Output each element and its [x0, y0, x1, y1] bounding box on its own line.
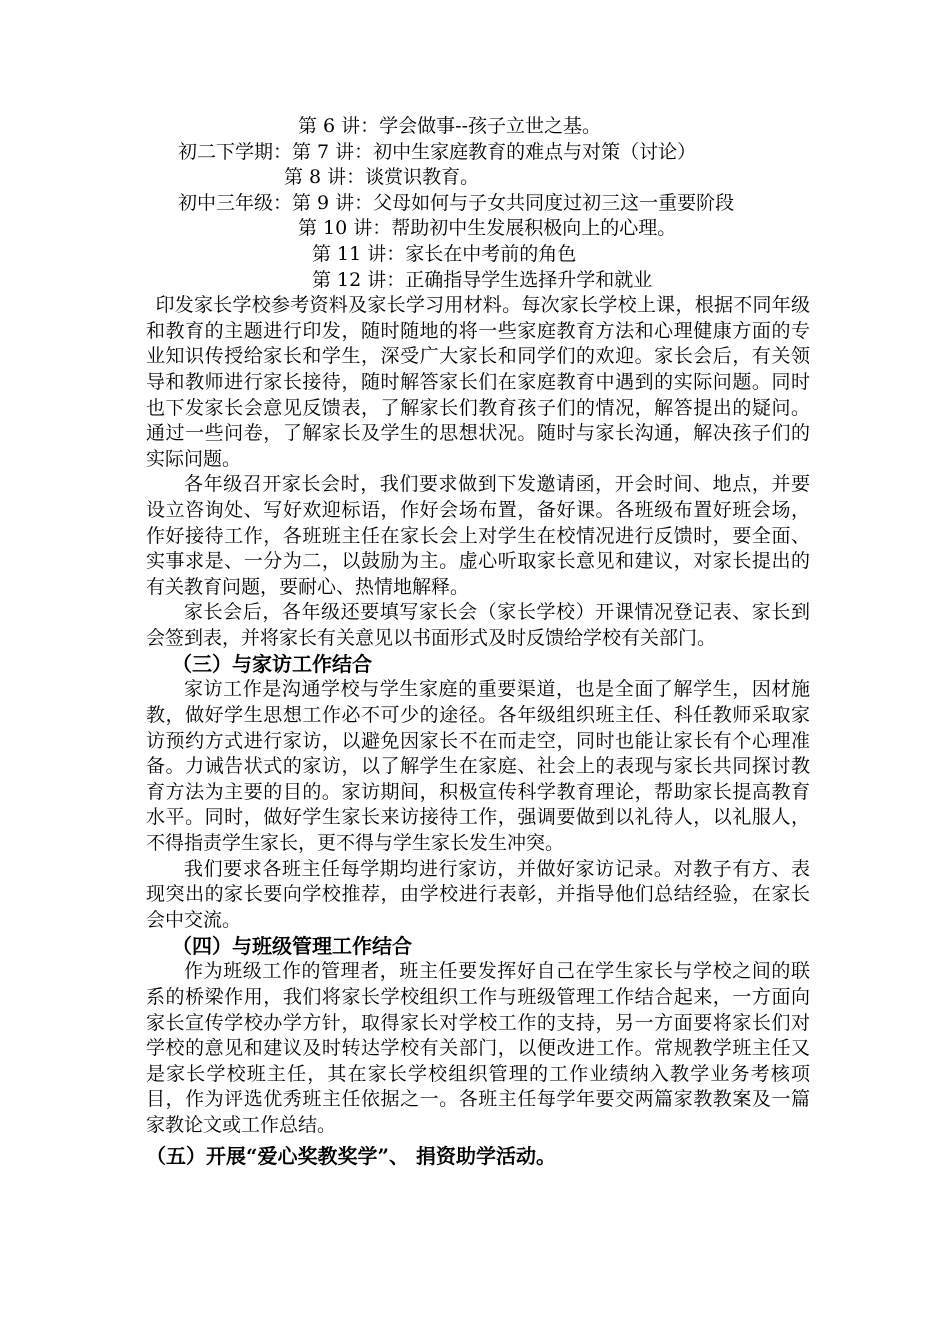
schedule-line: 初中三年级：第 9 讲：父母如何与子女共同度过初三这一重要阶段	[178, 191, 735, 214]
schedule-line: 第 10 讲：帮助初中生发展积极向上的心理。	[298, 217, 677, 240]
lecture-schedule	[146, 114, 810, 293]
section-heading-home-visit: （三）与家访工作结合	[172, 652, 372, 677]
section-heading-scholarship: （五）开展“爱心奖教奖学”、 捐资助学活动。	[146, 1143, 556, 1168]
paragraph-materials: 印发家长学校参考资料及家长学习用材料。每次家长学校上课，根据不同年级和教育的主题进行印发，随时随地的将一些家庭教育方法和心理健康方面的专业知识传授给家长和学生，深受广大家长和同学们的欢迎。家长会后，有关领导和教师进行家长接待，随时解答家长们在家庭教育中遇到的实际问题。同时也下发家长会意见反馈表，了解家长们教育孩子们的情况，解答提出的疑问。通过一些问卷，了解家长及学生的思想状况。随时与家长沟通，解决孩子们的实际问题。	[146, 294, 810, 470]
paragraph-home-visit-record: 我们要求各班主任每学期均进行家访，并做好家访记录。对教子有方、表现突出的家长要向学校推荐，由学校进行表彰，并指导他们总结经验，在家长会中交流。	[146, 857, 810, 931]
paragraph-after-meeting: 家长会后，各年级还要填写家长会（家长学校）开课情况登记表、家长到会签到表，并将家长有关意见以书面形式及时反馈给学校有关部门。	[146, 601, 810, 649]
schedule-line: 第 6 讲：学会做事--孩子立世之基。	[298, 115, 602, 137]
schedule-line: 初二下学期：第 7 讲：初中生家庭教育的难点与对策（讨论）	[178, 140, 697, 163]
schedule-line: 第 12 讲：正确指导学生选择升学和就业	[312, 268, 653, 291]
paragraph-parent-meeting: 各年级召开家长会时，我们要求做到下发邀请函，开会时间、地点，并要设立咨询处、写好欢迎标语，作好会场布置，备好课。各班级布置好班会场，作好接待工作，各班班主任在家长会上对学生在校情况进行反馈时，要全面、实事求是、一分为二，以鼓励为主。虚心听取家长意见和建议，对家长提出的有关教育问题，要耐心、热情地解释。	[146, 473, 810, 598]
paragraph-home-visit: 家访工作是沟通学校与学生家庭的重要渠道，也是全面了解学生，因材施教，做好学生思想工作必不可少的途径。各年级组织班主任、科任教师采取家访预约方式进行家访，以避免因家长不在而走空，同时也能让家长有个心理准备。力诫告状式的家访，以了解学生在家庭、社会上的表现与家长共同探讨教育方法为主要的目的。家访期间，积极宣传科学教育理论，帮助家长提高教育水平。同时，做好学生家长来访接待工作，强调要做到以礼待人，以礼服人，不得指责学生家长，更不得与学生家长发生冲突。	[146, 678, 810, 855]
schedule-line: 第 8 讲：谈赏识教育。	[284, 166, 480, 189]
paragraph-class-management: 作为班级工作的管理者，班主任要发挥好自己在学生家长与学校之间的联系的桥梁作用，我们将家长学校组织工作与班级管理工作结合起来，一方面向家长宣传学校办学方针，取得家长对学校工作的支持，另一方面要将家长们对学校的意见和建议及时转达学校有关部门，以便改进工作。常规教学班主任又是家长学校班主任，其在家长学校组织管理的工作业绩纳入教学业务考核项目，作为评选优秀班主任依据之一。各班主任每学年要交两篇家教教案及一篇家教论文或工作总结。	[146, 960, 810, 1136]
section-heading-class-management: （四）与班级管理工作结合	[172, 934, 412, 959]
document-page	[146, 114, 810, 1169]
schedule-line: 第 11 讲：家长在中考前的角色	[312, 242, 577, 265]
